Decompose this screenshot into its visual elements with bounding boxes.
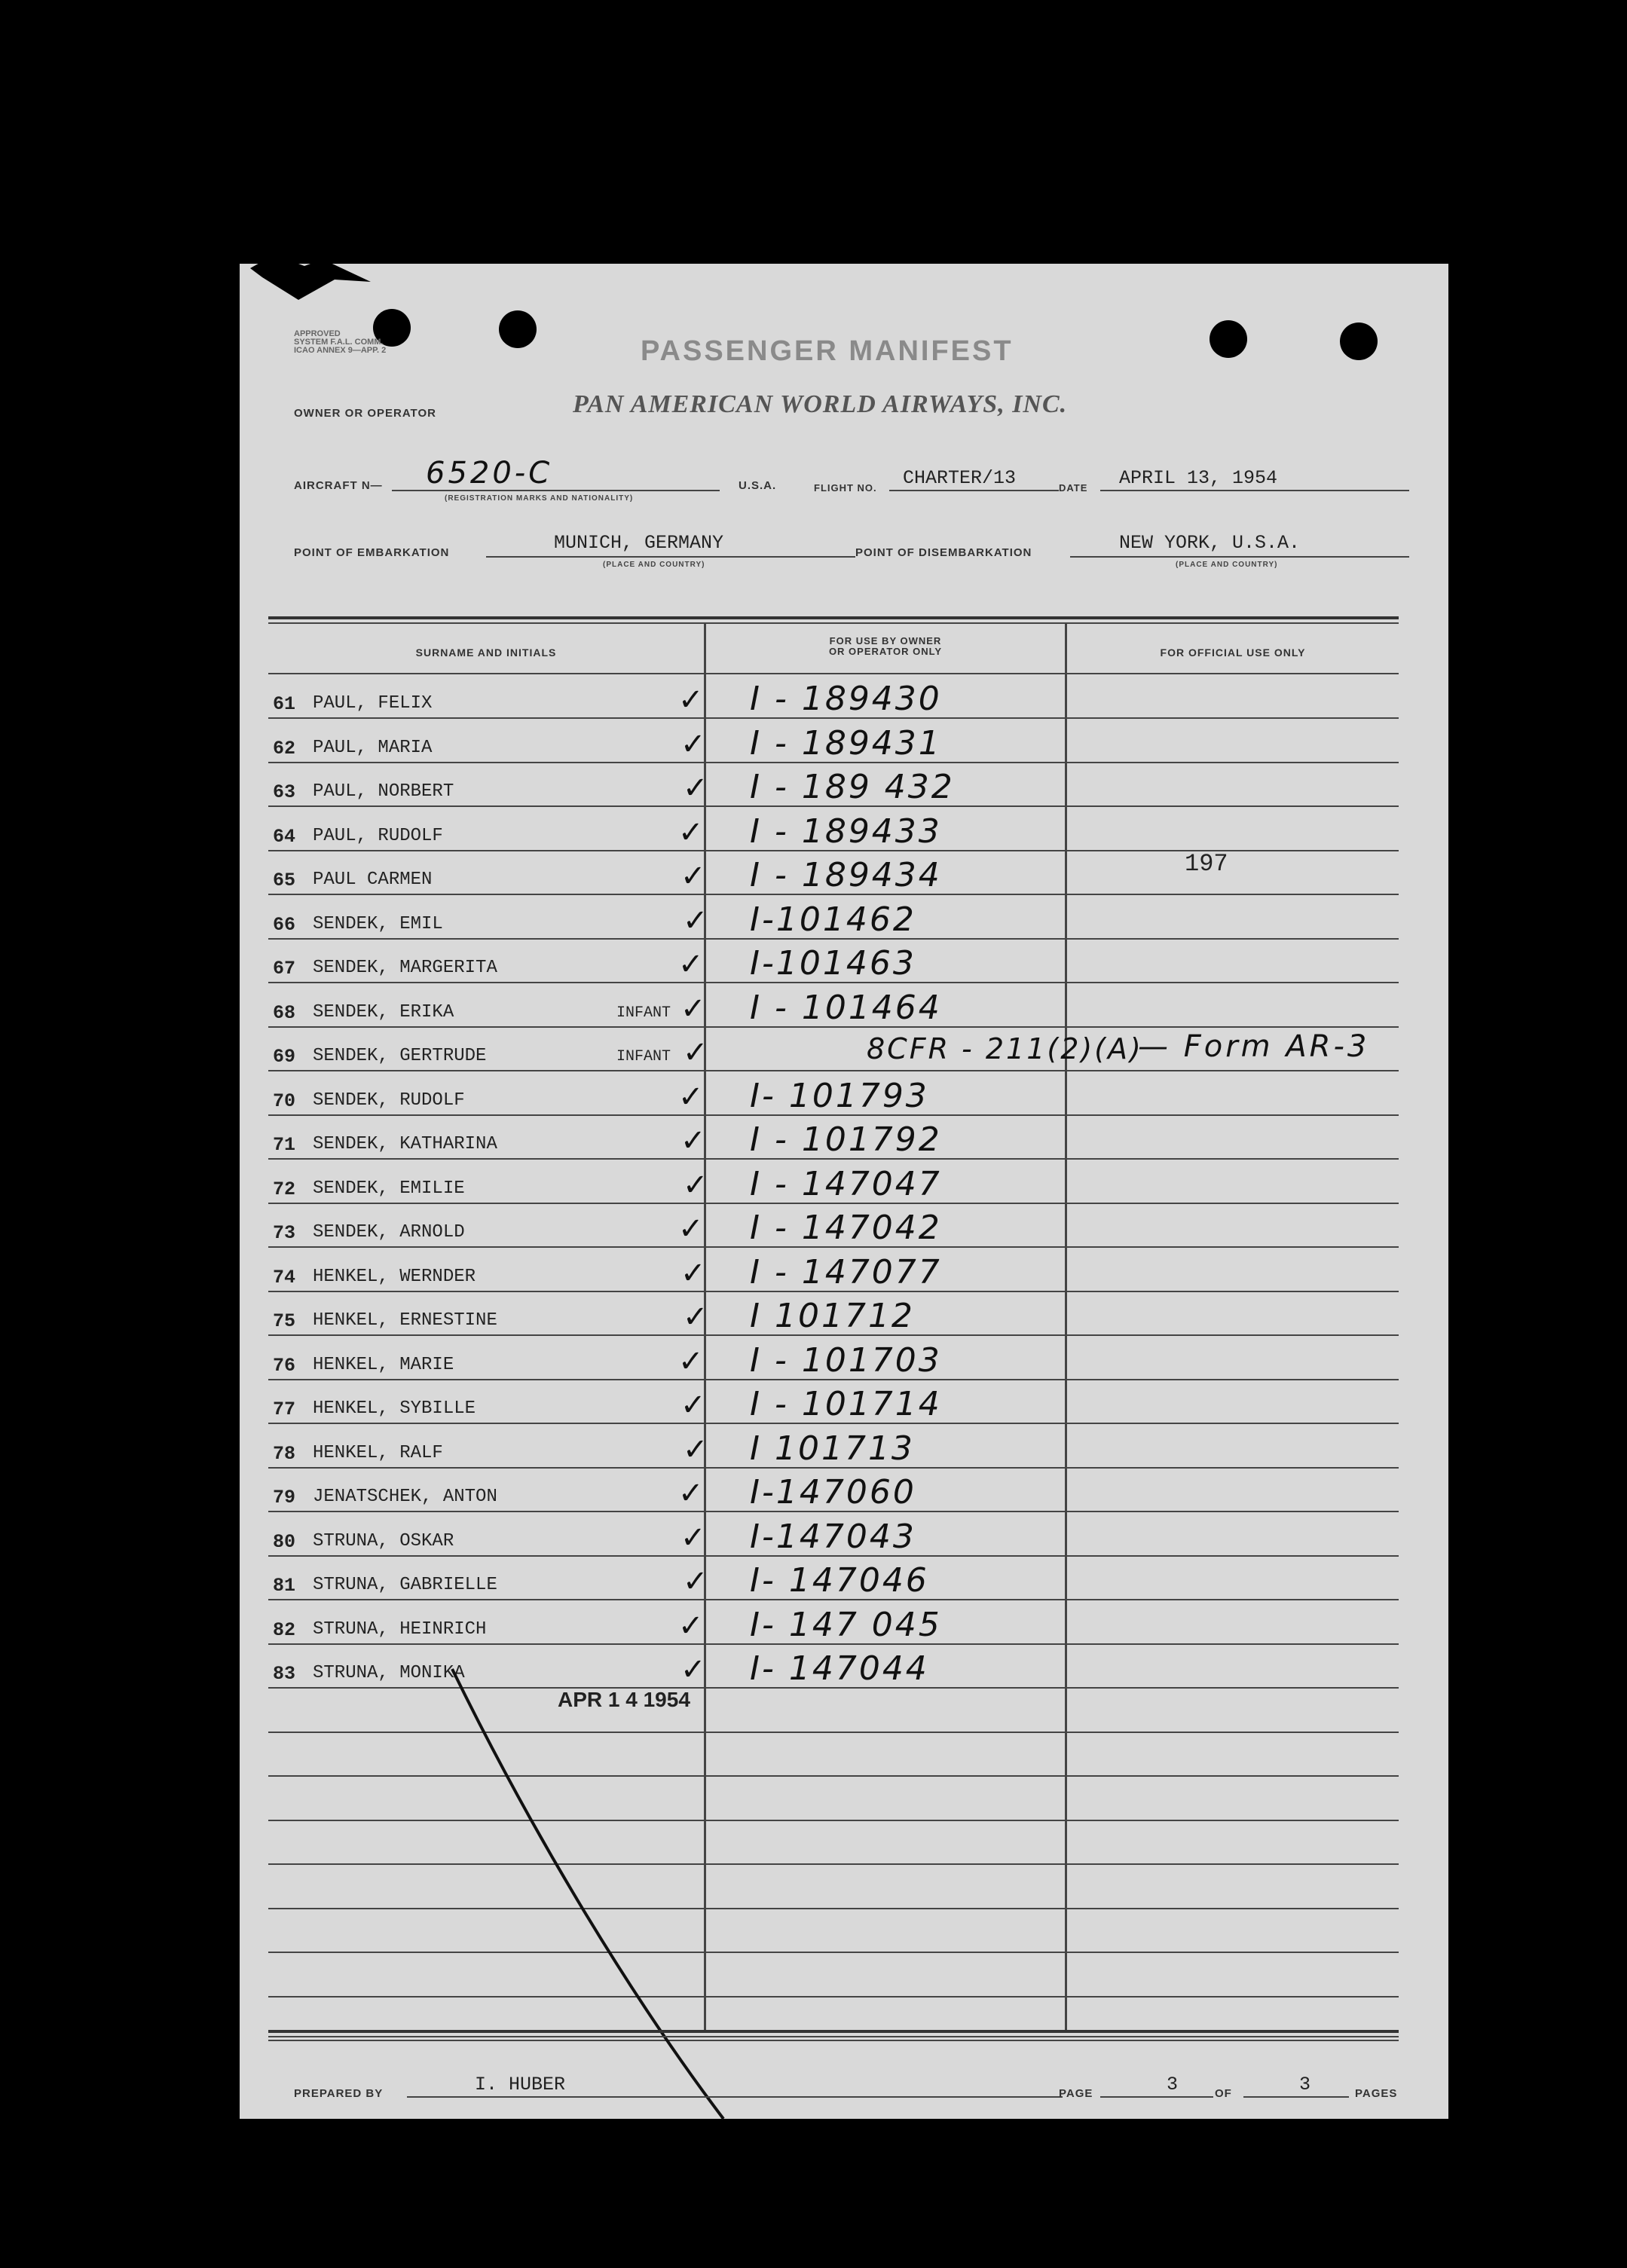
ticket-number: I - 189431 xyxy=(750,723,942,763)
disembark-value: NEW YORK, U.S.A. xyxy=(1119,532,1301,554)
row-number: 79 xyxy=(273,1487,296,1508)
passenger-name: PAUL, MARIA xyxy=(313,737,433,758)
col-header-official: FOR OFFICIAL USE ONLY xyxy=(1160,646,1306,659)
row-number: 83 xyxy=(273,1663,296,1685)
passenger-name: STRUNA, MONIKA xyxy=(313,1663,465,1683)
date-stamp: APR 1 4 1954 xyxy=(558,1688,690,1711)
check-mark-icon: ✓ xyxy=(683,1432,708,1467)
row-number: 76 xyxy=(273,1354,296,1377)
row-number: 73 xyxy=(273,1222,296,1244)
check-mark-icon: ✓ xyxy=(683,1564,708,1599)
row-number: 78 xyxy=(273,1442,296,1465)
table-bottom-rule xyxy=(268,2030,1399,2033)
official-number: 197 xyxy=(1185,850,1228,878)
owner-label: OWNER OR OPERATOR xyxy=(294,407,436,420)
passenger-name: SENDEK, GERTRUDE xyxy=(313,1046,487,1066)
check-mark-icon: ✓ xyxy=(678,815,704,850)
of-underline xyxy=(1243,2096,1349,2098)
ticket-number: I- 147044 xyxy=(750,1649,929,1688)
check-mark-icon: ✓ xyxy=(680,1255,706,1291)
row-number: 62 xyxy=(273,737,296,760)
check-mark-icon: ✓ xyxy=(680,991,706,1026)
company-name: PAN AMERICAN WORLD AIRWAYS, INC. xyxy=(573,390,1068,418)
passenger-name: SENDEK, ARNOLD xyxy=(313,1222,465,1243)
row-number: 69 xyxy=(273,1046,296,1068)
disembark-label: POINT OF DISEMBARKATION xyxy=(855,546,1032,559)
aircraft-sublabel: (REGISTRATION MARKS AND NATIONALITY) xyxy=(445,494,634,503)
ticket-number: I - 101464 xyxy=(750,988,942,1027)
check-mark-icon: ✓ xyxy=(680,1520,706,1555)
ticket-number: I- 147046 xyxy=(750,1561,929,1600)
ticket-number: I-147060 xyxy=(750,1473,916,1511)
passenger-name: HENKEL, WERNDER xyxy=(313,1266,476,1287)
passenger-name: SENDEK, ERIKA xyxy=(313,1001,454,1022)
ticket-number: I - 101714 xyxy=(750,1385,942,1423)
ticket-number: I- 147 045 xyxy=(750,1605,942,1644)
passenger-name: PAUL, NORBERT xyxy=(313,781,454,802)
check-mark-icon: ✓ xyxy=(680,1652,706,1687)
pages-label: PAGES xyxy=(1355,2087,1398,2100)
check-mark-icon: ✓ xyxy=(678,947,704,982)
passenger-name: PAUL CARMEN xyxy=(313,870,433,890)
ticket-number: I - 147042 xyxy=(750,1209,942,1247)
prepared-underline xyxy=(407,2096,1063,2098)
check-mark-icon: ✓ xyxy=(678,1343,704,1379)
passenger-name: SENDEK, EMILIE xyxy=(313,1178,465,1199)
aircraft-value: 6520-C xyxy=(426,456,553,491)
embark-label: POINT OF EMBARKATION xyxy=(294,546,450,559)
flight-value: CHARTER/13 xyxy=(903,467,1017,489)
check-mark-icon: ✓ xyxy=(678,1079,704,1114)
prepared-label: PREPARED BY xyxy=(294,2087,384,2100)
table-bottom-rule-2 xyxy=(268,2036,1399,2037)
passenger-name: HENKEL, ERNESTINE xyxy=(313,1310,497,1331)
ticket-number: I - 189434 xyxy=(750,856,942,894)
ticket-number: I - 189433 xyxy=(750,812,942,851)
ticket-number: I - 147077 xyxy=(750,1252,942,1291)
page-underline xyxy=(1100,2096,1213,2098)
row-number: 82 xyxy=(273,1618,296,1641)
passenger-name: HENKEL, SYBILLE xyxy=(313,1398,476,1419)
row-number: 74 xyxy=(273,1266,296,1288)
manifest-title: PASSENGER MANIFEST xyxy=(641,335,1014,367)
row-number: 71 xyxy=(273,1134,296,1156)
approval-note: APPROVED SYSTEM F.A.L. COMM. ICAO ANNEX 9—APP. 2 xyxy=(294,329,387,355)
ticket-number: I - 189 432 xyxy=(750,768,955,806)
ticket-number: I-147043 xyxy=(750,1517,916,1556)
aircraft-label: AIRCRAFT N— xyxy=(294,479,383,492)
check-mark-icon: ✓ xyxy=(678,1212,704,1246)
row-number: 72 xyxy=(273,1178,296,1200)
ticket-number: I - 189430 xyxy=(750,680,942,718)
ticket-number: I - 101792 xyxy=(750,1120,942,1159)
check-mark-icon: ✓ xyxy=(680,1388,706,1423)
row-number: 65 xyxy=(273,870,296,891)
of-label: OF xyxy=(1215,2087,1232,2100)
col-header-surname: SURNAME AND INITIALS xyxy=(415,646,557,659)
disembark-sublabel: (PLACE AND COUNTRY) xyxy=(1176,561,1278,569)
embark-sublabel: (PLACE AND COUNTRY) xyxy=(603,561,705,569)
check-mark-icon: ✓ xyxy=(680,1123,706,1158)
passenger-note: INFANT xyxy=(616,1004,671,1022)
row-number: 61 xyxy=(273,693,296,715)
ticket-number: I - 101703 xyxy=(750,1340,942,1380)
check-mark-icon: ✓ xyxy=(678,1608,704,1643)
embark-value: MUNICH, GERMANY xyxy=(554,532,724,554)
row-number: 66 xyxy=(273,913,296,936)
passenger-name: SENDEK, KATHARINA xyxy=(313,1134,497,1154)
passenger-name: HENKEL, MARIE xyxy=(313,1354,454,1375)
check-mark-icon: ✓ xyxy=(680,859,706,894)
passenger-name: STRUNA, HEINRICH xyxy=(313,1618,487,1640)
flight-label: FLIGHT NO. xyxy=(814,482,877,494)
row-number: 64 xyxy=(273,825,296,848)
check-mark-icon: ✓ xyxy=(683,771,708,805)
passenger-name: PAUL, FELIX xyxy=(313,693,433,714)
ticket-number: I- 101793 xyxy=(750,1076,929,1115)
row-number: 63 xyxy=(273,781,296,803)
ticket-number: I 101712 xyxy=(750,1297,915,1335)
official-note: — Form AR-3 xyxy=(1138,1029,1370,1064)
row-number: 81 xyxy=(273,1575,296,1597)
row-number: 68 xyxy=(273,1001,296,1024)
check-mark-icon: ✓ xyxy=(683,903,708,938)
passenger-name: JENATSCHEK, ANTON xyxy=(313,1487,497,1507)
row-number: 75 xyxy=(273,1310,296,1332)
check-mark-icon: ✓ xyxy=(683,1167,708,1203)
prepared-value: I. HUBER xyxy=(475,2074,566,2095)
check-mark-icon: ✓ xyxy=(680,726,706,762)
page-label: PAGE xyxy=(1059,2087,1093,2100)
usa-label: U.S.A. xyxy=(739,479,777,492)
check-mark-icon: ✓ xyxy=(678,1476,704,1511)
passenger-name: PAUL, RUDOLF xyxy=(313,825,443,846)
passenger-name: SENDEK, MARGERITA xyxy=(313,958,497,978)
ticket-number: I 101713 xyxy=(750,1429,915,1468)
check-mark-icon: ✓ xyxy=(683,1035,708,1070)
ticket-number: 8CFR - 211(2)(A) xyxy=(867,1032,1143,1065)
date-value: APRIL 13, 1954 xyxy=(1119,467,1278,489)
passenger-name: STRUNA, GABRIELLE xyxy=(313,1575,497,1595)
ticket-number: I-101463 xyxy=(750,944,916,983)
of-value: 3 xyxy=(1299,2074,1311,2095)
ticket-number: I - 147047 xyxy=(750,1164,942,1203)
check-mark-icon: ✓ xyxy=(683,1300,708,1334)
passenger-name: HENKEL, RALF xyxy=(313,1442,443,1463)
check-mark-icon: ✓ xyxy=(678,683,704,717)
date-label: DATE xyxy=(1059,482,1088,494)
passenger-name: STRUNA, OSKAR xyxy=(313,1530,454,1551)
page-value: 3 xyxy=(1167,2074,1179,2095)
col-header-owner: FOR USE BY OWNER OR OPERATOR ONLY xyxy=(828,635,943,657)
row-number: 80 xyxy=(273,1530,296,1553)
passenger-name: SENDEK, EMIL xyxy=(313,913,443,934)
passenger-note: INFANT xyxy=(616,1048,671,1065)
row-number: 67 xyxy=(273,958,296,980)
row-number: 77 xyxy=(273,1398,296,1420)
row-number: 70 xyxy=(273,1090,296,1112)
passenger-name: SENDEK, RUDOLF xyxy=(313,1090,465,1111)
ticket-number: I-101462 xyxy=(750,900,916,939)
